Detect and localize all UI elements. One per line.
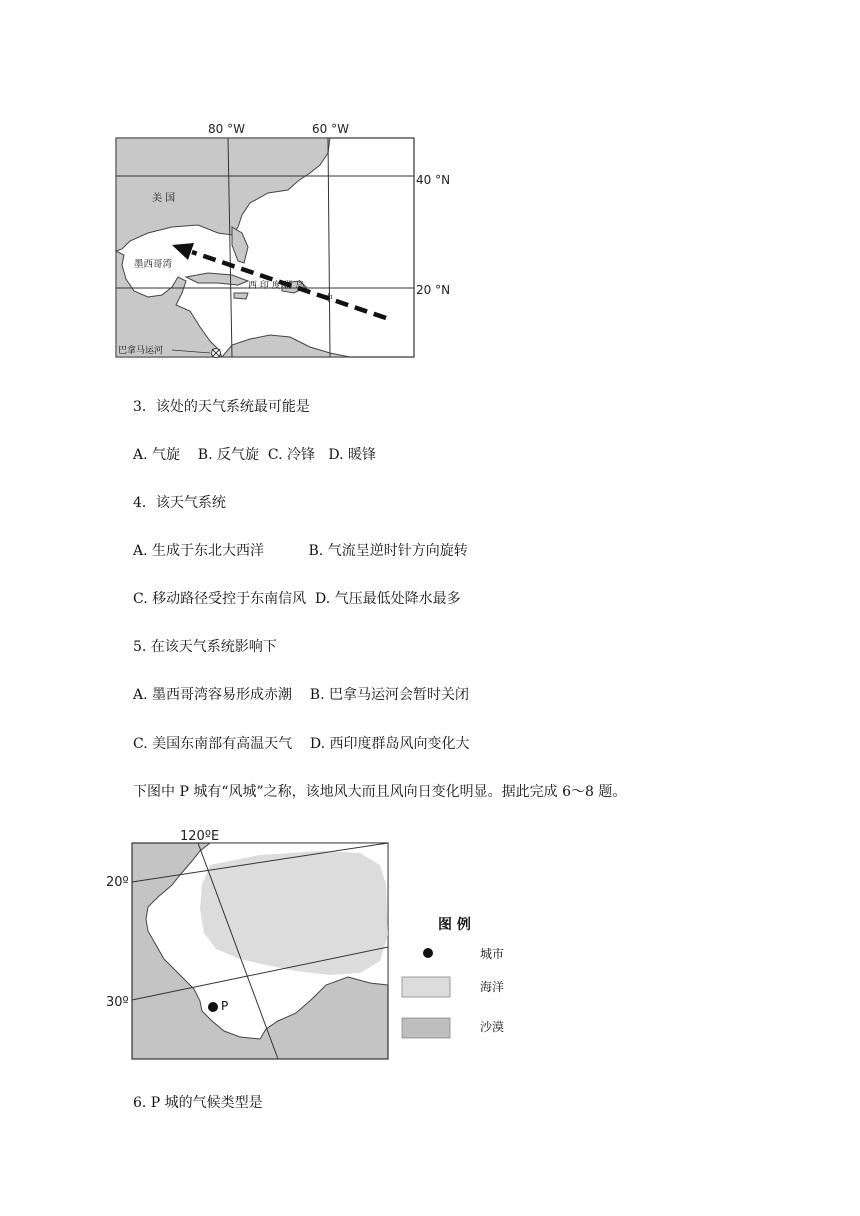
label-gulf-of-mexico: 墨西哥湾 [134,259,173,270]
legend-city-label: 城市 [480,947,505,961]
label-west-indies: 西 印 度 群 岛 [248,281,305,291]
legend-city-icon [423,948,433,958]
question-5-stem: 5. 在该天气系统影响下 [133,639,277,655]
lon-label-60w: 60 °W [312,122,349,136]
question-4-stem: 4．该天气系统 [133,495,226,511]
question-4-options-row1: A. 生成于东北大西洋 B. 气流呈逆时针方向旋转 [133,543,468,559]
legend-desert-label: 沙漠 [480,1020,505,1034]
city-p-label: P [221,999,229,1013]
question-3-options: A. 气旋 B. 反气旋 C. 冷锋 D. 暖锋 [133,447,376,463]
lon-label-80w: 80 °W [208,122,245,136]
question-3-stem: 3．该处的天气系统最可能是 [133,399,310,415]
legend-sea-swatch [402,977,450,997]
label-west-indies-2: 中 [324,294,334,304]
city-p-dot [208,1002,218,1012]
lon-label-120e: 120ºE [180,829,220,844]
question-5-options-row2: C. 美国东南部有高温天气 D. 西印度群岛风向变化大 [133,736,470,752]
lat-label-40n: 40 °N [416,173,451,187]
question-6-stem: 6. P 城的气候类型是 [133,1095,263,1111]
intro-text: 下图中 P 城有“风城”之称，该地风大而且风向日变化明显。据此完成 6～8 题。 [133,784,627,800]
map-p-city [100,825,560,1075]
label-usa: 美 国 [152,193,176,204]
question-4-options-row2: C. 移动路径受控于东南信风 D. 气压最低处降水最多 [133,591,461,607]
map-caribbean [110,115,470,365]
lat-label-30: 30º [106,995,129,1010]
legend-title: 图 例 [438,917,471,933]
legend-sea-label: 海洋 [480,980,505,994]
legend-desert-swatch [402,1018,450,1038]
label-panama-canal: 巴拿马运河 [118,346,164,356]
lat-label-20: 20º [106,875,129,890]
map1-land-jamaica [234,293,248,299]
question-5-options-row1: A. 墨西哥湾容易形成赤潮 B. 巴拿马运河会暂时关闭 [133,687,469,703]
lat-label-20n: 20 °N [416,283,451,297]
